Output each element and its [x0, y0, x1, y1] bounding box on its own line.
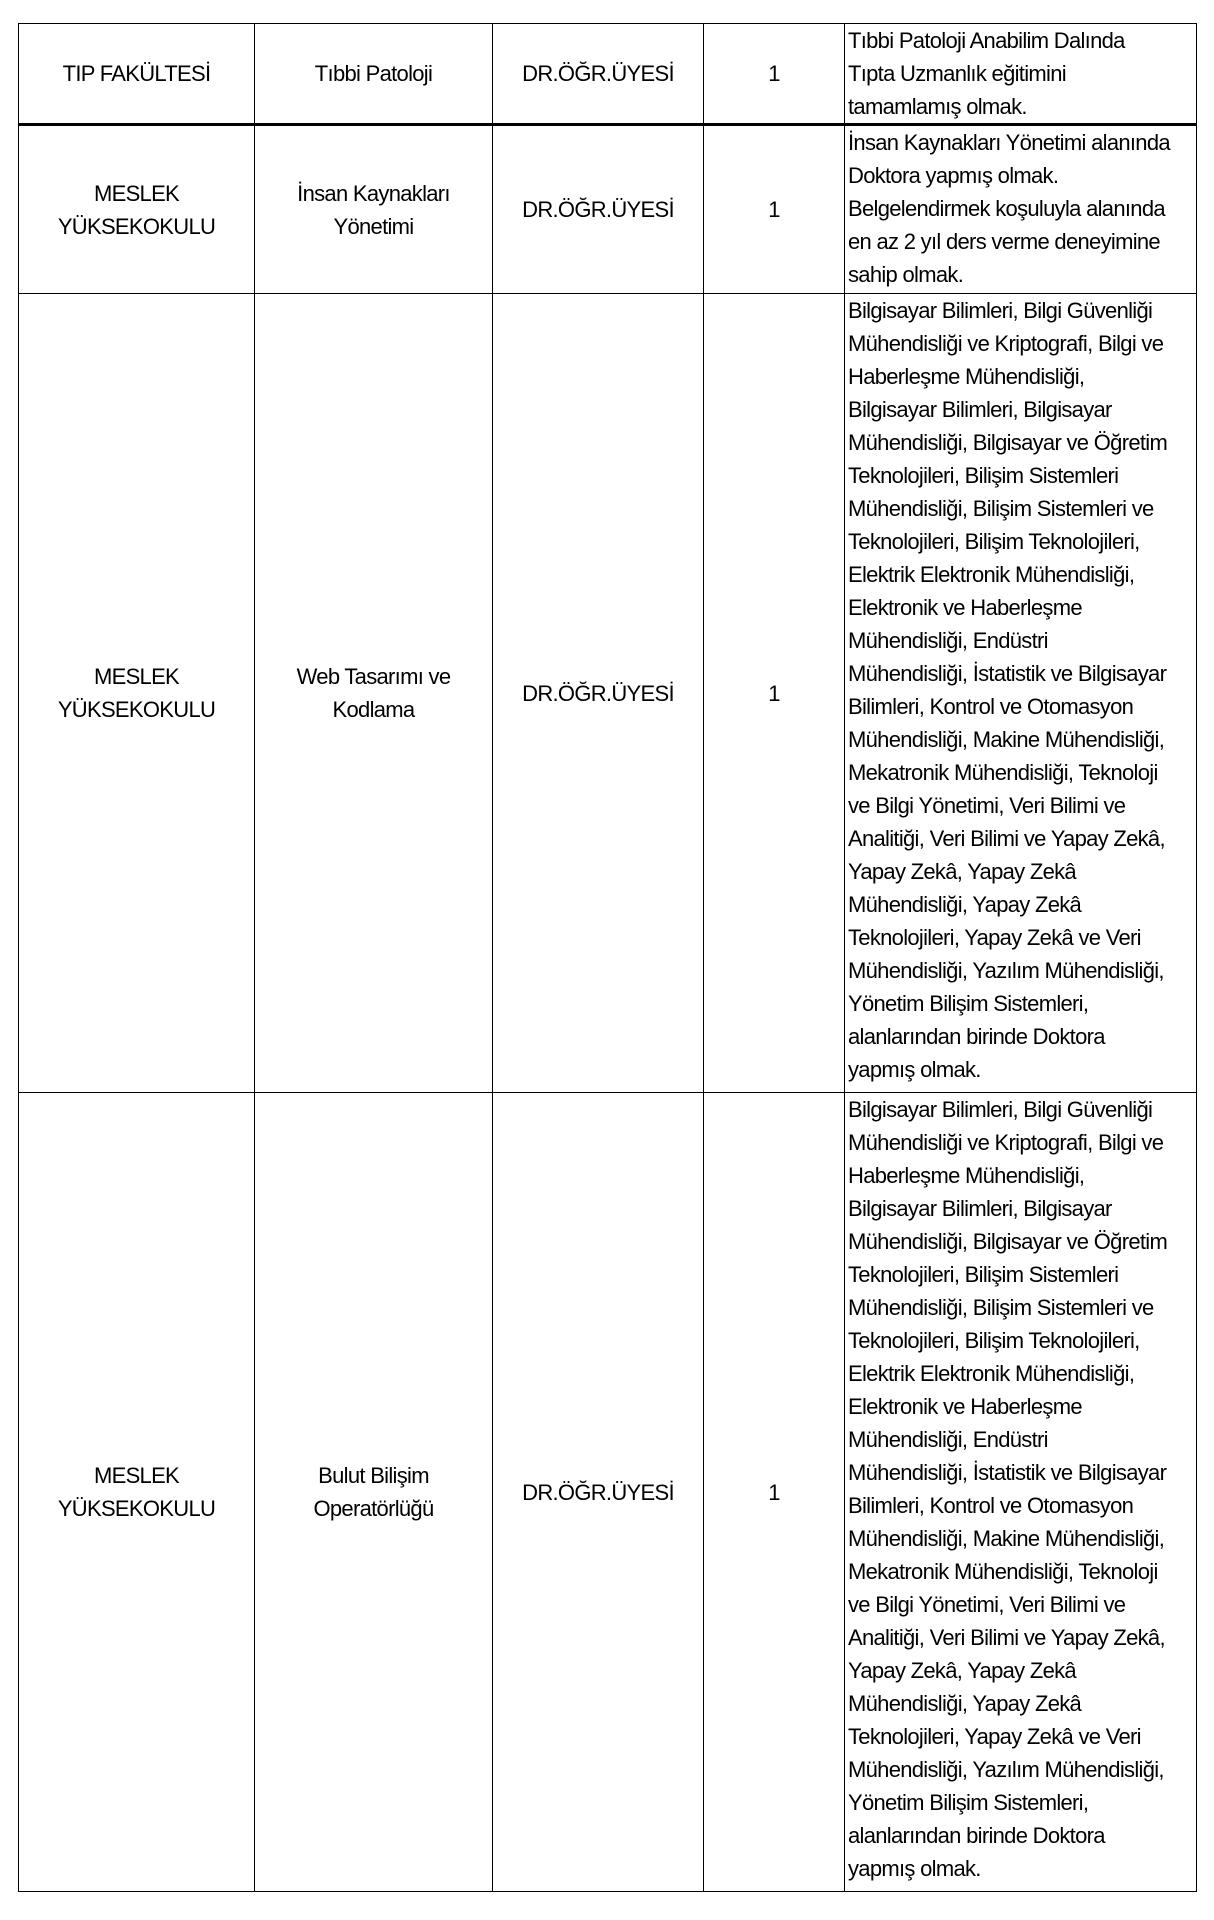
department-cell: Web Tasarımı ve Kodlama	[255, 294, 493, 1093]
count-cell: 1	[704, 125, 845, 294]
count-cell: 1	[704, 294, 845, 1093]
unit-cell: TIP FAKÜLTESİ	[19, 24, 255, 125]
unit-cell: MESLEK YÜKSEKOKULU	[19, 294, 255, 1093]
title-cell: DR.ÖĞR.ÜYESİ	[493, 294, 704, 1093]
table-row	[19, 125, 1197, 294]
title-cell: DR.ÖĞR.ÜYESİ	[493, 1093, 704, 1892]
unit-cell: MESLEK YÜKSEKOKULU	[19, 125, 255, 294]
requirements-cell: Bilgisayar Bilimleri, Bilgi Güvenliği Mühendisliği ve Kriptografi, Bilgi ve Haberleşme Mühendisliği, Bilgisayar Bilimleri, Bilgisayar Mühendisliği, Bilgisayar ve Öğretim Teknolojileri, Bilişim Sistemleri Mühendisliği, Bilişim Sistemleri ve Teknolojileri, Bilişim Teknolojileri, Elektrik Elektronik Mühendisliği, Elektronik ve Haberleşme Mühendisliği, Endüstri Mühendisliği, İstatistik ve Bilgisayar Bilimleri, Kontrol ve Otomasyon Mühendisliği, Makine Mühendisliği, Mekatronik Mühendisliği, Teknoloji ve Bilgi Yönetimi, Veri Bilimi ve Analitiği, Veri Bilimi ve Yapay Zekâ, Yapay Zekâ, Yapay Zekâ Mühendisliği, Yapay Zekâ Teknolojileri, Yapay Zekâ ve Veri Mühendisliği, Yazılım Mühendisliği, Yönetim Bilişim Sistemleri, alanlarından birinde Doktora yapmış olmak.	[845, 294, 1197, 1093]
title-cell: DR.ÖĞR.ÜYESİ	[493, 125, 704, 294]
department-cell: İnsan Kaynakları Yönetimi	[255, 125, 493, 294]
department-cell: Tıbbi Patoloji	[255, 24, 493, 125]
table-row	[19, 294, 1197, 1093]
title-cell: DR.ÖĞR.ÜYESİ	[493, 24, 704, 125]
count-cell: 1	[704, 1093, 845, 1892]
count-cell: 1	[704, 24, 845, 125]
unit-cell: MESLEK YÜKSEKOKULU	[19, 1093, 255, 1892]
department-cell: Bulut Bilişim Operatörlüğü	[255, 1093, 493, 1892]
requirements-cell: Tıbbi Patoloji Anabilim Dalında Tıpta Uzmanlık eğitimini tamamlamış olmak.	[845, 24, 1197, 125]
requirements-cell: Bilgisayar Bilimleri, Bilgi Güvenliği Mühendisliği ve Kriptografi, Bilgi ve Haberleşme Mühendisliği, Bilgisayar Bilimleri, Bilgisayar Mühendisliği, Bilgisayar ve Öğretim Teknolojileri, Bilişim Sistemleri Mühendisliği, Bilişim Sistemleri ve Teknolojileri, Bilişim Teknolojileri, Elektrik Elektronik Mühendisliği, Elektronik ve Haberleşme Mühendisliği, Endüstri Mühendisliği, İstatistik ve Bilgisayar Bilimleri, Kontrol ve Otomasyon Mühendisliği, Makine Mühendisliği, Mekatronik Mühendisliği, Teknoloji ve Bilgi Yönetimi, Veri Bilimi ve Analitiği, Veri Bilimi ve Yapay Zekâ, Yapay Zekâ, Yapay Zekâ Mühendisliği, Yapay Zekâ Teknolojileri, Yapay Zekâ ve Veri Mühendisliği, Yazılım Mühendisliği, Yönetim Bilişim Sistemleri, alanlarından birinde Doktora yapmış olmak.	[845, 1093, 1197, 1892]
positions-table	[18, 23, 1197, 1892]
table-row	[19, 1093, 1197, 1892]
requirements-cell: İnsan Kaynakları Yönetimi alanında Doktora yapmış olmak. Belgelendirmek koşuluyla alanında en az 2 yıl ders verme deneyimine sahip olmak.	[845, 125, 1197, 294]
table-row	[19, 24, 1197, 125]
